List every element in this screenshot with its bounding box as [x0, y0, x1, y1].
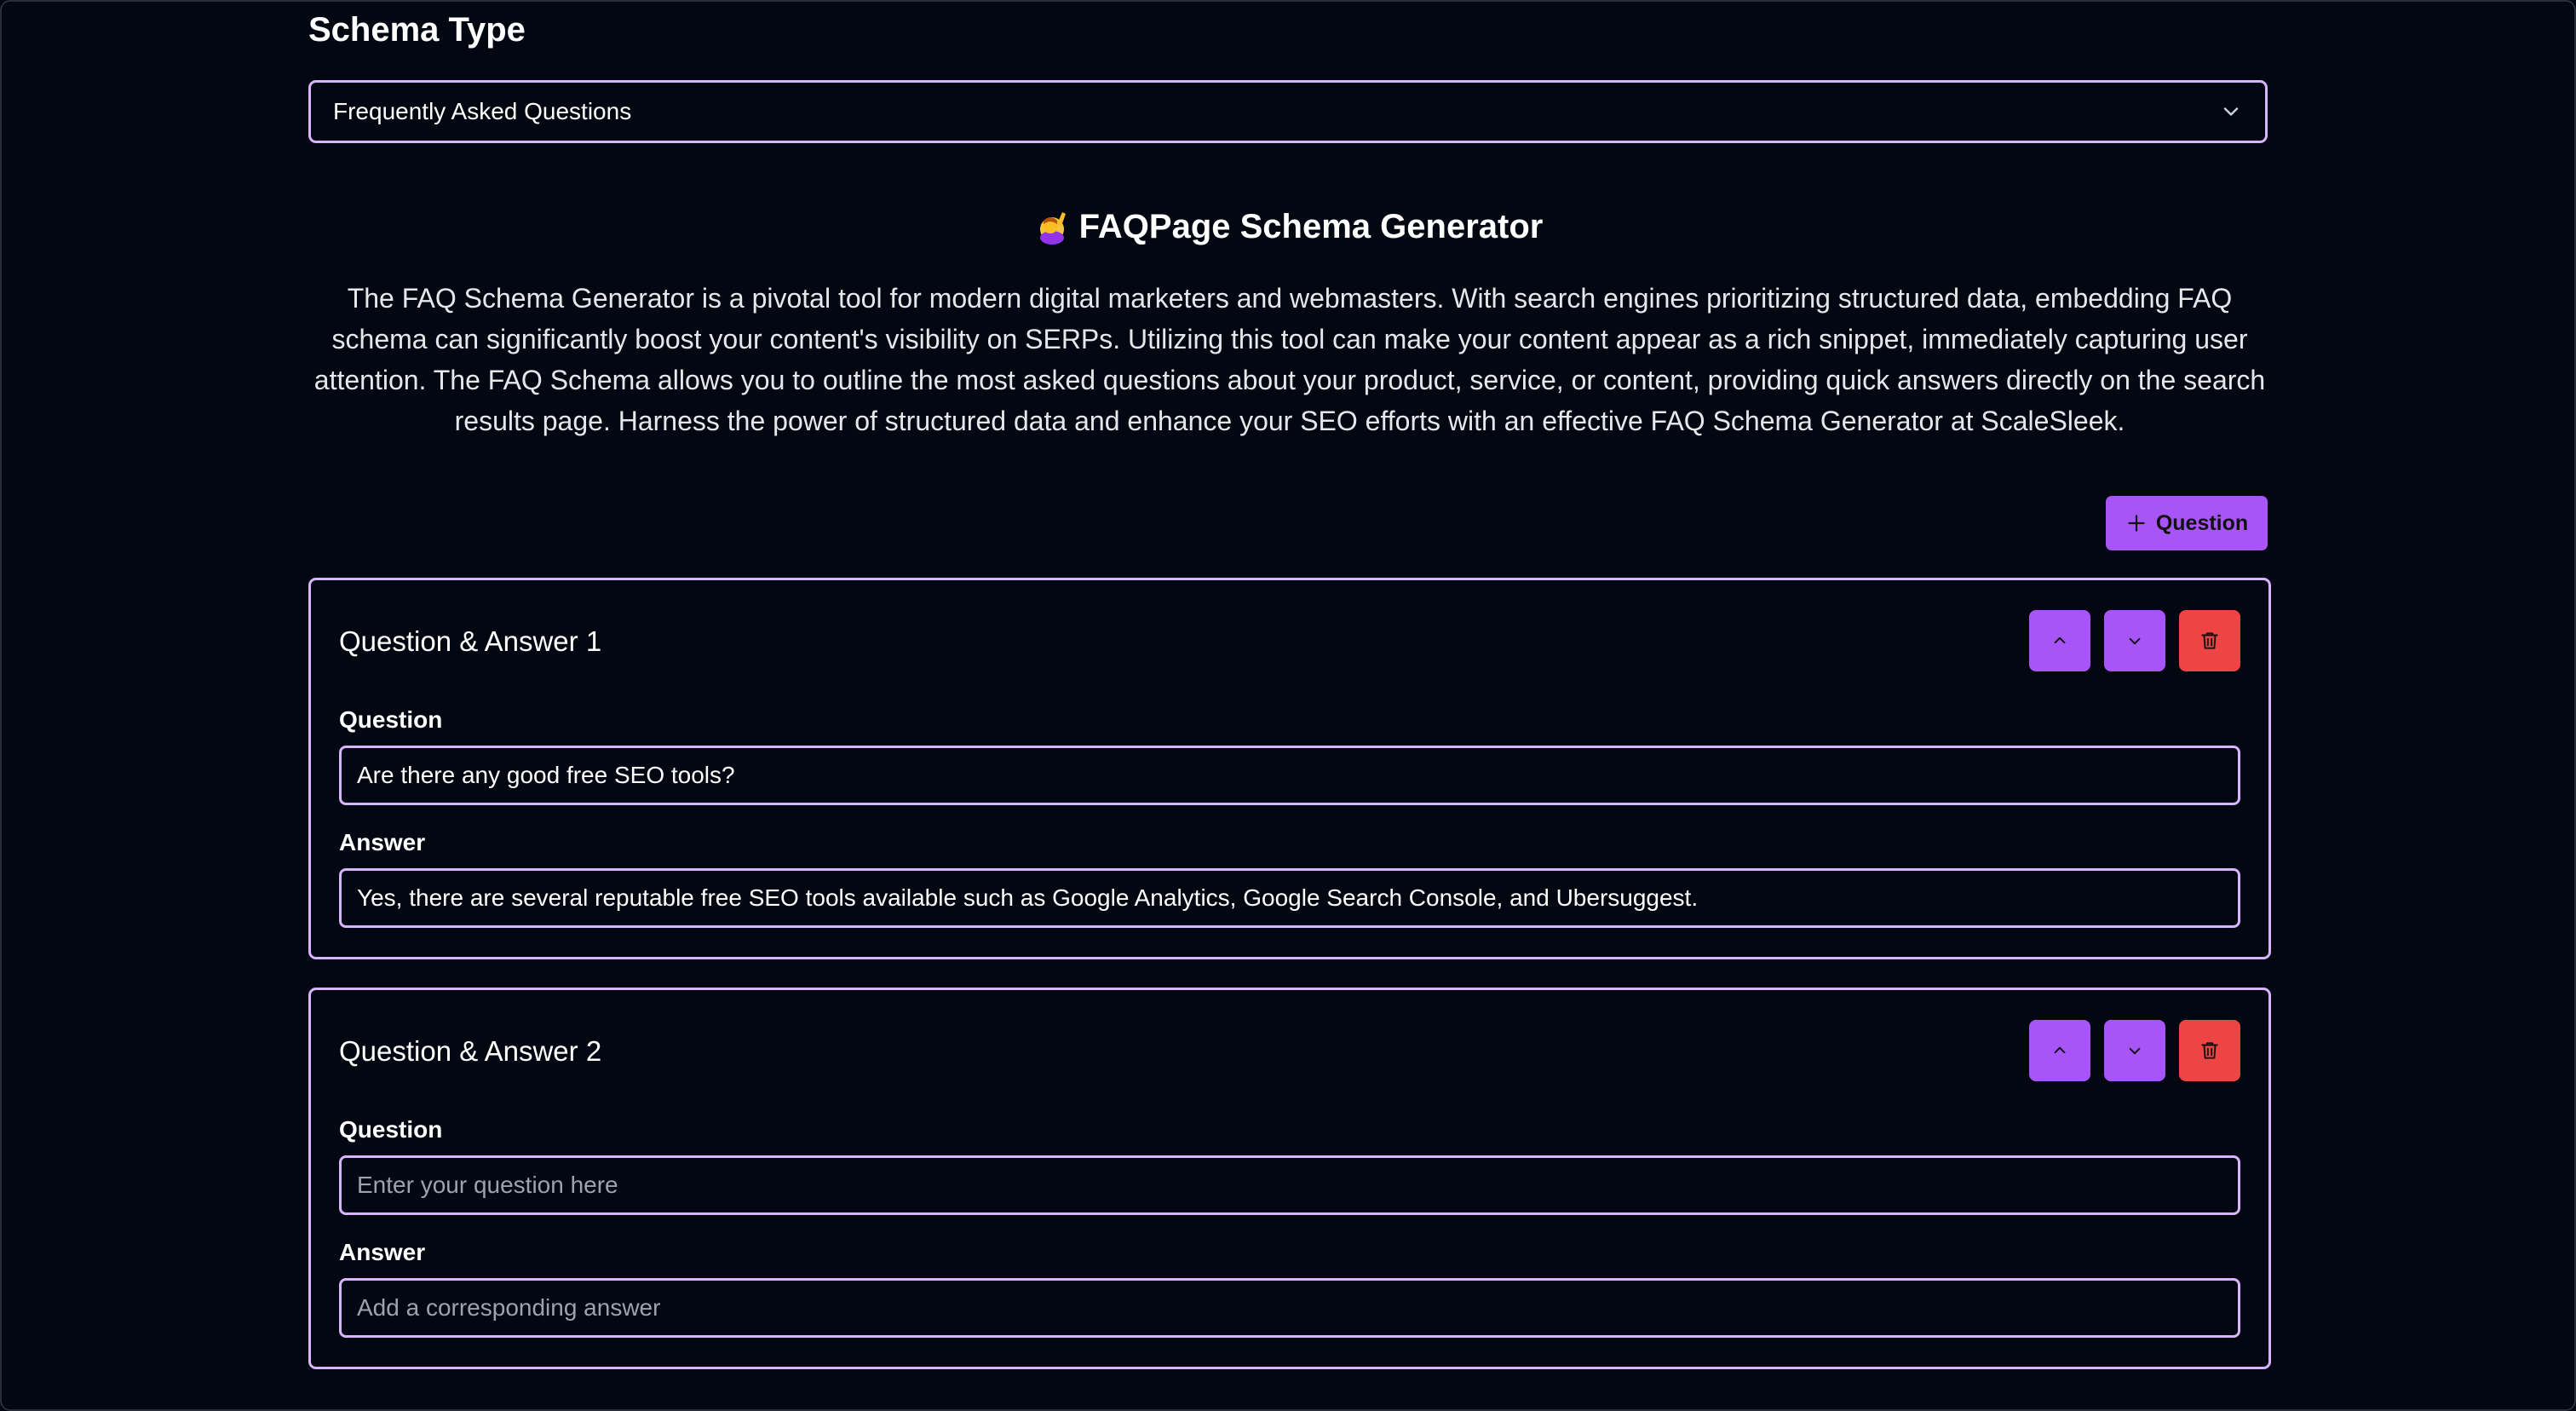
qa-card-2: [308, 988, 2271, 1369]
move-up-button[interactable]: [2029, 1020, 2090, 1081]
question-label: Question: [339, 706, 443, 733]
chevron-down-icon: [2124, 630, 2146, 652]
chevron-up-icon: [2049, 1040, 2071, 1062]
schema-type-label: Schema Type: [308, 11, 526, 49]
chevron-down-icon: [2124, 1040, 2146, 1062]
trash-icon: [2199, 1040, 2221, 1062]
chevron-down-icon: [2219, 100, 2243, 124]
chevron-up-icon: [2049, 630, 2071, 652]
add-question-button[interactable]: [2106, 496, 2268, 550]
trash-icon: [2199, 630, 2221, 652]
move-down-button[interactable]: [2104, 1020, 2165, 1081]
plus-icon: [2125, 512, 2148, 534]
question-input[interactable]: [339, 1155, 2240, 1215]
schema-type-select[interactable]: [308, 80, 2268, 143]
delete-button[interactable]: [2179, 1020, 2240, 1081]
question-input[interactable]: [339, 746, 2240, 805]
schema-type-selected-value: Frequently Asked Questions: [333, 98, 632, 124]
question-label: Question: [339, 1116, 443, 1143]
delete-button[interactable]: [2179, 610, 2240, 671]
qa-card-1: [308, 578, 2271, 959]
answer-label: Answer: [339, 829, 426, 855]
answer-input[interactable]: [339, 868, 2240, 928]
qa-card-title: Question & Answer 1: [339, 625, 602, 657]
move-up-button[interactable]: [2029, 610, 2090, 671]
answer-input[interactable]: [339, 1278, 2240, 1338]
qa-card-actions: [2029, 610, 2240, 671]
page-title: [308, 201, 2271, 252]
qa-card-actions: [2029, 1020, 2240, 1081]
person-raising-hand-icon: [1037, 209, 1069, 245]
page-description: The FAQ Schema Generator is a pivotal tool for modern digital marketers and webmasters. With search engines prioritizing structured data, embedding FAQ schema can significantly boost your content's visibility on SERPs. Utilizing this tool can make your content appear as a rich snippet, immediately capturing user attention. The FAQ Schema allows you to outline the most asked questions about your product, service, or content, providing quick answers directly on the search results page. Harness the power of structured data and enhance your SEO efforts with an effective FAQ Schema Generator at ScaleSleek.: [313, 283, 2266, 436]
answer-label: Answer: [339, 1239, 426, 1265]
qa-card-title: Question & Answer 2: [339, 1035, 602, 1067]
move-down-button[interactable]: [2104, 610, 2165, 671]
page-title-text: FAQPage Schema Generator: [1078, 208, 1544, 245]
add-question-label: Question: [2155, 510, 2249, 535]
